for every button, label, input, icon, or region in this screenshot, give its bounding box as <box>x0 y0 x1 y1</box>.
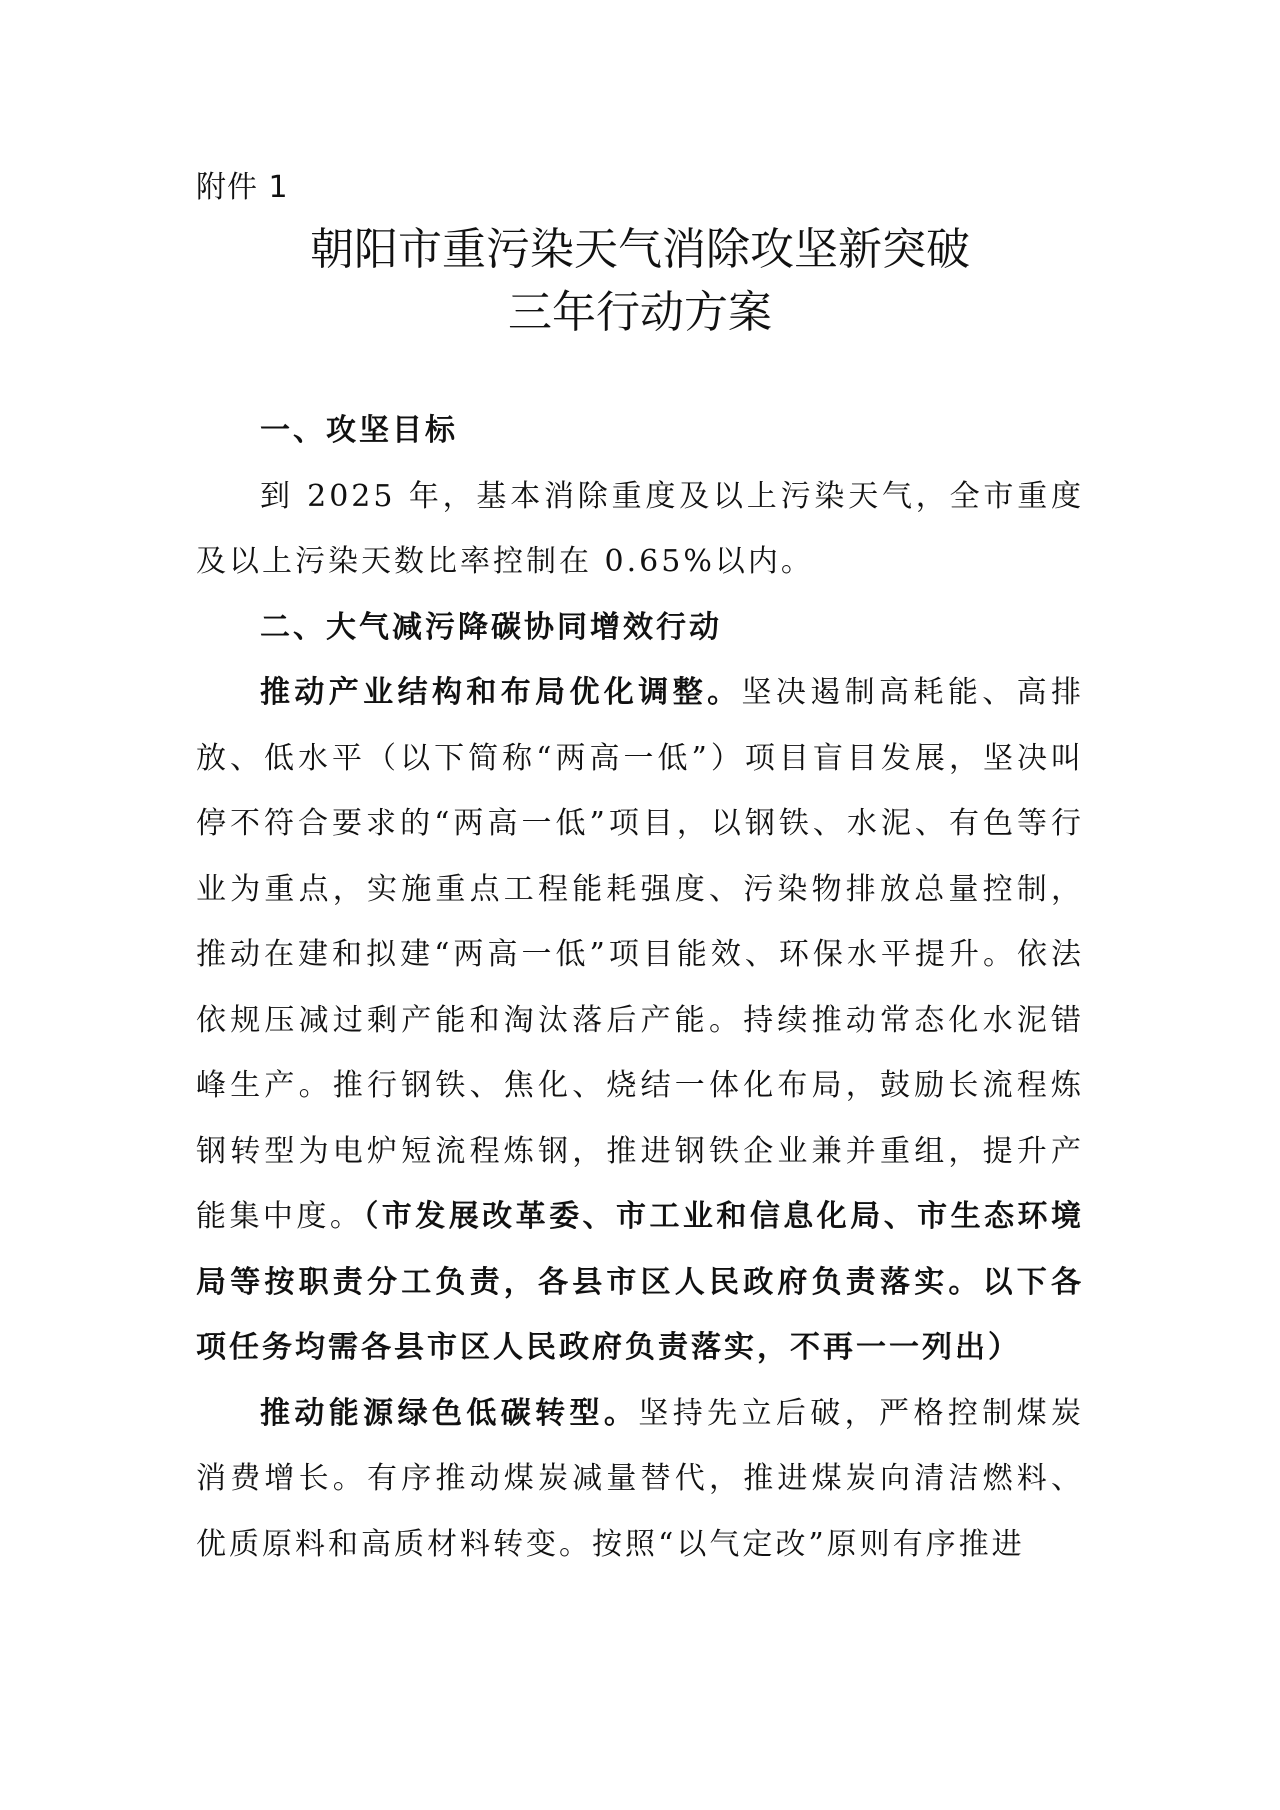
paragraph-goals: 到 2025 年，基本消除重度及以上污染天气，全市重度及以上污染天数比率控制在 0.65%以内。 <box>196 478 1084 579</box>
paragraph-lead-industry: 推动产业结构和布局优化调整。 <box>260 675 742 710</box>
document-title-line-1: 朝阳市重污染天气消除攻坚新突破 <box>310 224 970 275</box>
paragraph-industry <box>196 660 1084 1381</box>
paragraph-text-energy: 坚持先立后破，严格控制煤炭消费增长。有序推动煤炭减量替代，推进煤炭向清洁燃料、优质原料和高质材料转变。按照“以气定改”原则有序推进 <box>196 1395 1085 1562</box>
document-body <box>196 398 1084 1577</box>
attachment-label: 附件 1 <box>196 170 289 205</box>
paragraph-lead-energy: 推动能源绿色低碳转型。 <box>260 1395 639 1431</box>
section-heading-goals: 一、攻坚目标 <box>260 413 458 448</box>
section-heading-actions: 二、大气减污降碳协同增效行动 <box>260 609 722 645</box>
paragraph-energy <box>196 1381 1084 1578</box>
document-title-line-2: 三年行动方案 <box>508 287 772 338</box>
responsibility-note: （市发展改革委、市工业和信息化局、市生态环境局等按职责分工负责，各县市区人民政府负责落实。以下各项任务均需各县市区人民政府负责落实，不再一一列出） <box>196 1199 1085 1365</box>
paragraph-text-industry: 坚决遏制高耗能、高排放、低水平（以下简称“两高一低”）项目盲目发展，坚决叫停不符合要求的“两高一低”项目，以钢铁、水泥、有色等行业为重点，实施重点工程能耗强度、污染物排放总量控制，推动在建和拟建“两高一低”项目能效、环保水平提升。依法依规压减过剩产能和淘汰落后产能。持续推动常态化水泥错峰生产。推行钢铁、焦化、烧结一体化布局，鼓励长流程炼钢转型为电炉短流程炼钢，推进钢铁企业兼并重组，提升产能集中度。 <box>196 675 1085 1234</box>
